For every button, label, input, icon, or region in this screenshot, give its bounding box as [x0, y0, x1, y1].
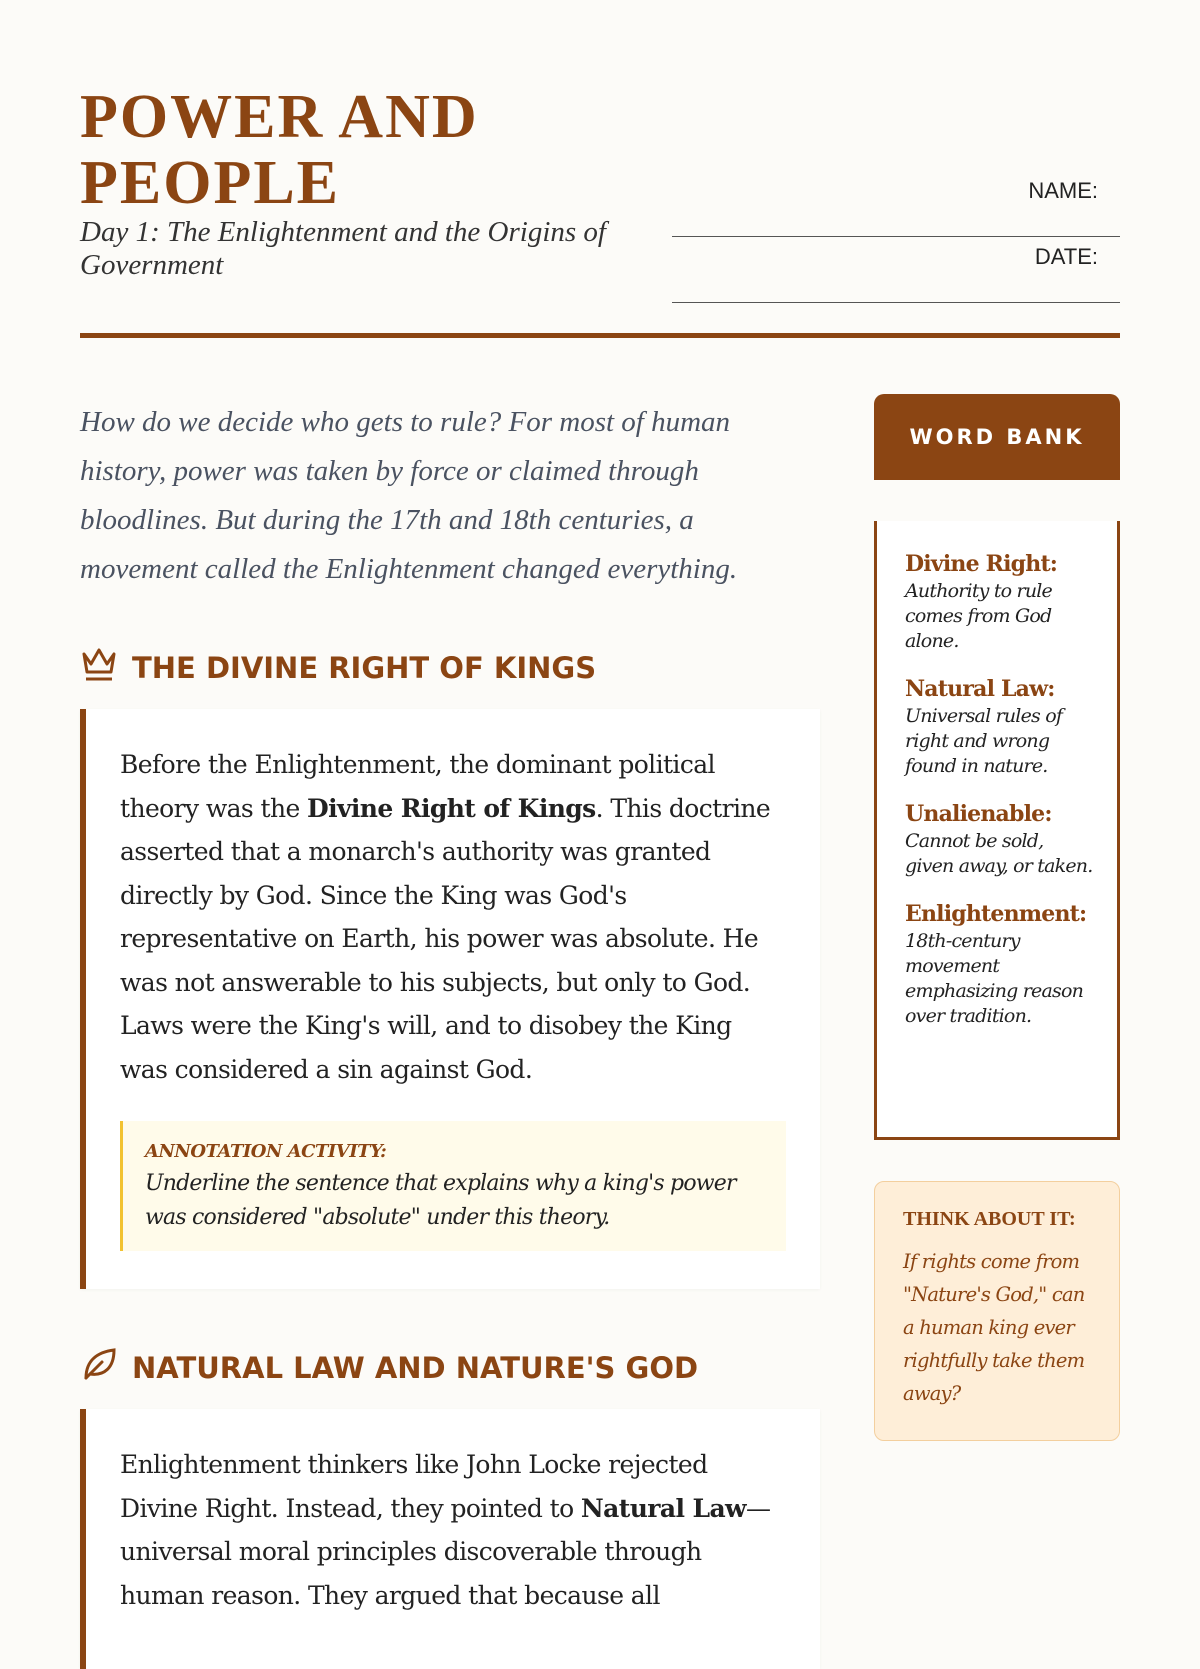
annotation-label: ANNOTATION ACTIVITY: [145, 1141, 387, 1162]
section-heading-divine-right [80, 646, 596, 689]
leaf-icon [80, 1346, 118, 1389]
think-about-it-box [874, 1181, 1120, 1441]
word-bank-title: WORD BANK [874, 394, 1120, 480]
think-label: THINK ABOUT IT: [903, 1208, 1076, 1230]
header-divider [80, 333, 1120, 338]
page-title: POWER AND PEOPLE [80, 83, 479, 217]
section-title: THE DIVINE RIGHT OF KINGS [132, 650, 597, 685]
name-field[interactable] [672, 236, 1120, 237]
annotation-activity [120, 1121, 786, 1251]
page-subtitle: Day 1: The Enlightenment and the Origins of Government [80, 216, 606, 281]
word-bank-entry: Unalienable: Cannot be sold, given away, or taken. [905, 801, 1093, 877]
name-label: NAME: [1028, 178, 1098, 203]
think-text: If rights come from "Nature's God," can a human king ever rightfully take them away? [903, 1250, 1085, 1405]
date-label: DATE: [1034, 244, 1098, 269]
section-body: Before the Enlightenment, the dominant political theory was the Divine Right of Kings. This doctrine asserted that a monarch's authority was granted directly by God. Since the King was God's representative on Earth, his power was absolute. He was not answerable to his subjects, but only to God. Laws were the King's will, and to disobey the King was considered a sin against God. [120, 750, 771, 1084]
word-bank-entry: Natural Law: Universal rules of right and wrong found in nature. [905, 676, 1063, 777]
section-title: NATURAL LAW AND NATURE'S GOD [132, 1350, 699, 1385]
word-bank [874, 521, 1120, 1140]
section-card [80, 709, 820, 1289]
section-body: Enlightenment thinkers like John Locke rejected Divine Right. Instead, they pointed to Natural Law—universal moral principles discoverable through human reason. They argued that because all [120, 1450, 771, 1610]
word-bank-entry: Divine Right: Authority to rule comes from God alone. [905, 551, 1058, 652]
annotation-text: Underline the sentence that explains why a king's power was considered "absolute" under this theory. [145, 1171, 736, 1230]
section-card [80, 1409, 820, 1669]
section-heading-natural-law [80, 1346, 698, 1389]
date-field[interactable] [672, 302, 1120, 303]
intro-text: How do we decide who gets to rule? For most of human history, power was taken by force or claimed through bloodlines. But during the 17th and 18th centuries, a movement called the Enlightenment changed everything. [80, 406, 738, 585]
word-bank-entry: Enlightenment: 18th-century movement emphasizing reason over tradition. [905, 901, 1087, 1027]
crown-icon [80, 646, 118, 689]
